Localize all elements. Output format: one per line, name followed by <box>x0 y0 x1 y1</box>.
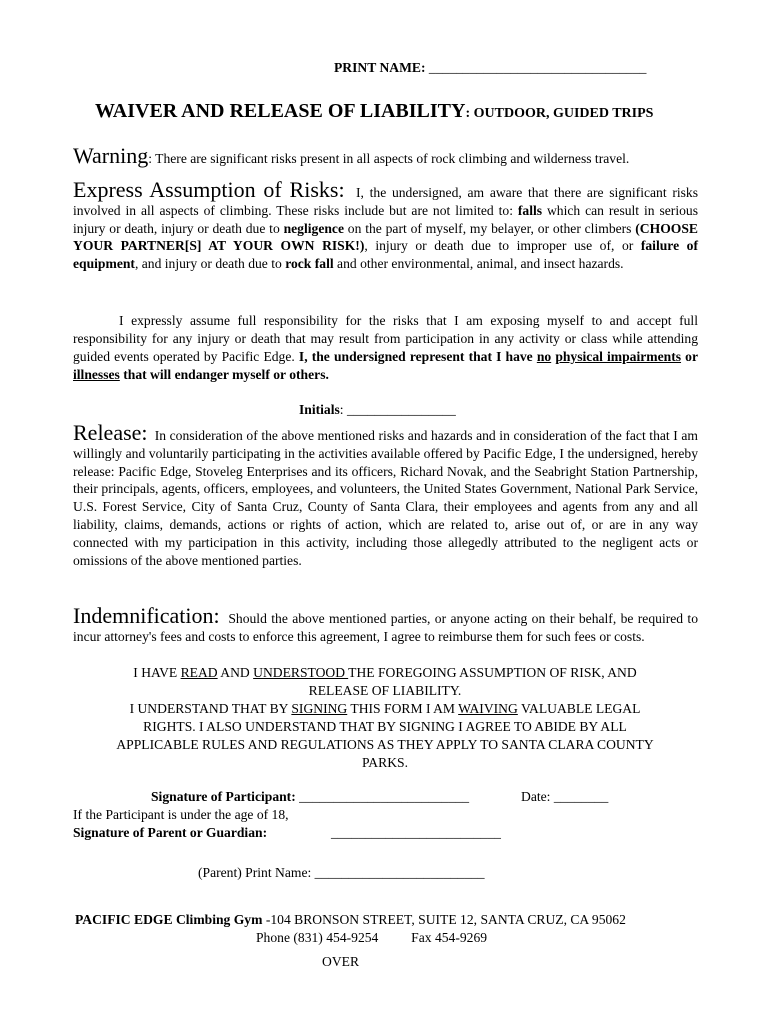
footer-fax: Fax 454-9269 <box>411 930 488 945</box>
ack-line-5: APPLICABLE RULES AND REGULATIONS AS THEY APPLY TO SANTA CLARA COUNTY <box>116 737 654 752</box>
acknowledgement-block <box>60 664 710 772</box>
release-section <box>73 420 698 569</box>
express-p2a: I expressly assume full responsibility for the risks that I am exposing myself to and accept full responsibility for any injury or death that may result from participation in any activity or class while attending guided events operated by Pacific Edge. <box>73 313 698 364</box>
initials-label: Initials <box>299 402 340 417</box>
warning-colon: : <box>148 151 152 166</box>
express-text-4: , injury or death due to improper use of, or <box>364 238 641 254</box>
ack-line-3 <box>60 700 710 718</box>
express-or: or <box>681 349 698 364</box>
express-rock-fall: rock fall <box>285 256 334 272</box>
express-text-5: , and injury or death due to <box>134 256 286 272</box>
ack-l3a: I UNDERSTAND THAT BY <box>129 701 292 716</box>
express-heading: Express Assumption of Risks: <box>73 177 345 202</box>
express-text-3: on the part of myself, my belayer, or other climbers <box>343 220 636 236</box>
footer-contact <box>256 929 487 947</box>
ack-waiving: WAIVING <box>458 701 518 716</box>
indemnification-text: Should the above mentioned parties, or anyone acting on their behalf, be required to incur attorney's fees and costs to enforce this agreement, I agree to reimburse them for such fees or costs. <box>73 611 699 644</box>
date-label: Date: <box>521 789 551 804</box>
footer-gym-name: PACIFIC EDGE Climbing Gym <box>75 912 263 927</box>
footer-phone: Phone (831) 454-9254 <box>256 930 379 945</box>
express-assumption-section <box>73 177 699 273</box>
date-blank[interactable]: ________ <box>553 789 609 804</box>
under-age-note: If the Participant is under the age of 18, <box>73 807 289 822</box>
print-name-label: PRINT NAME: <box>334 60 426 75</box>
warning-text: There are significant risks present in all aspects of rock climbing and wilderness travel. <box>155 151 630 166</box>
express-illnesses: illnesses <box>73 367 120 382</box>
title-main: WAIVER AND RELEASE OF LIABILITY <box>95 100 466 122</box>
express-negligence: negligence <box>283 220 344 236</box>
indemnification-section <box>73 603 699 646</box>
express-text-2: which can result in serious injury or death, injury or death due to <box>73 202 698 236</box>
initials-colon: : <box>339 402 344 417</box>
express-text-1: I, the undersigned, am aware that there are significant risks involved in all aspects of climbing. These risks include but are not limited to: <box>73 185 699 218</box>
ack-line-6: PARKS. <box>362 755 408 770</box>
express-p2c: that will endanger myself or others. <box>119 367 329 382</box>
express-p2b: I, the undersigned represent that I have <box>298 349 537 364</box>
footer-address-text: -104 BRONSON STREET, SUITE 12, SANTA CRUZ, CA 95062 <box>262 912 626 927</box>
date-line <box>521 788 608 806</box>
indemnification-heading: Indemnification: <box>73 603 220 628</box>
express-no: no <box>536 349 552 364</box>
initials-blank[interactable]: ________________ <box>346 402 456 417</box>
ack-line-1 <box>60 664 710 682</box>
participant-signature-label: Signature of Participant: <box>151 789 296 804</box>
warning-heading: Warning <box>73 143 149 168</box>
express-paragraph-2 <box>73 312 698 384</box>
footer-over: OVER <box>322 954 360 969</box>
print-name-blank[interactable]: ________________________________ <box>428 60 647 75</box>
parent-print-name-label: (Parent) Print Name: <box>198 865 312 880</box>
express-falls: falls <box>517 202 543 218</box>
parent-print-name-line <box>198 864 485 882</box>
ack-l1a: I HAVE <box>133 665 181 680</box>
release-heading: Release: <box>73 420 148 445</box>
ack-understood: UNDERSTOOD <box>253 665 349 680</box>
ack-l3b: THIS FORM I AM <box>347 701 459 716</box>
express-failure: failure of equipment <box>73 238 699 272</box>
release-text: In consideration of the above mentioned risks and hazards and in consideration of the fact that I am willingly and voluntarily participating in the activities available offered by Pacific Edge, I the undersigned, hereby release: Pacific Edge, Stoveleg Enterprises and its officers, Richard Novak, and the Seabright Station Partnership, their principals, agents, officers, employees, and volunteers, the United States Government, National Park Service, U.S. Forest Service, City of Santa Cruz, County of Santa Clara, their employees and agents from any and all liability, claims, demands, actions or rights of action, which are related to, arise out of, or are in any way connected with my participation in this activity, including those allegedly attributed to the negligent acts or omissions of the above mentioned parties. <box>73 428 698 568</box>
parent-print-name-blank[interactable]: _________________________ <box>314 865 485 880</box>
ack-line-2: RELEASE OF LIABILITY. <box>308 683 462 698</box>
parent-signature-blank[interactable]: _________________________ <box>331 825 501 840</box>
title-sub: : OUTDOOR, GUIDED TRIPS <box>465 106 654 121</box>
ack-read: READ <box>180 665 218 680</box>
footer-address <box>75 911 626 929</box>
ack-signing: SIGNING <box>291 701 348 716</box>
express-physical-impairments: physical impairments <box>555 349 682 364</box>
express-choose-partner: (CHOOSE YOUR PARTNER[S] AT YOUR OWN RISK!) <box>73 220 698 254</box>
parent-signature-label: Signature of Parent or Guardian: <box>73 825 268 840</box>
warning-section <box>73 143 703 172</box>
express-text-6: and other environmental, animal, and insect hazards. <box>333 256 624 272</box>
ack-and: AND <box>217 665 254 680</box>
ack-l1b: THE FOREGOING ASSUMPTION OF RISK, AND <box>348 665 637 680</box>
ack-l3c: VALUABLE LEGAL <box>517 701 641 716</box>
print-name-line <box>334 59 734 77</box>
ack-line-4: RIGHTS. I ALSO UNDERSTAND THAT BY SIGNING I AGREE TO ABIDE BY ALL <box>143 719 627 734</box>
page-title <box>95 100 735 123</box>
participant-signature-blank[interactable]: _________________________ <box>299 789 470 804</box>
participant-signature-line <box>151 788 469 806</box>
initials-line <box>299 401 456 419</box>
